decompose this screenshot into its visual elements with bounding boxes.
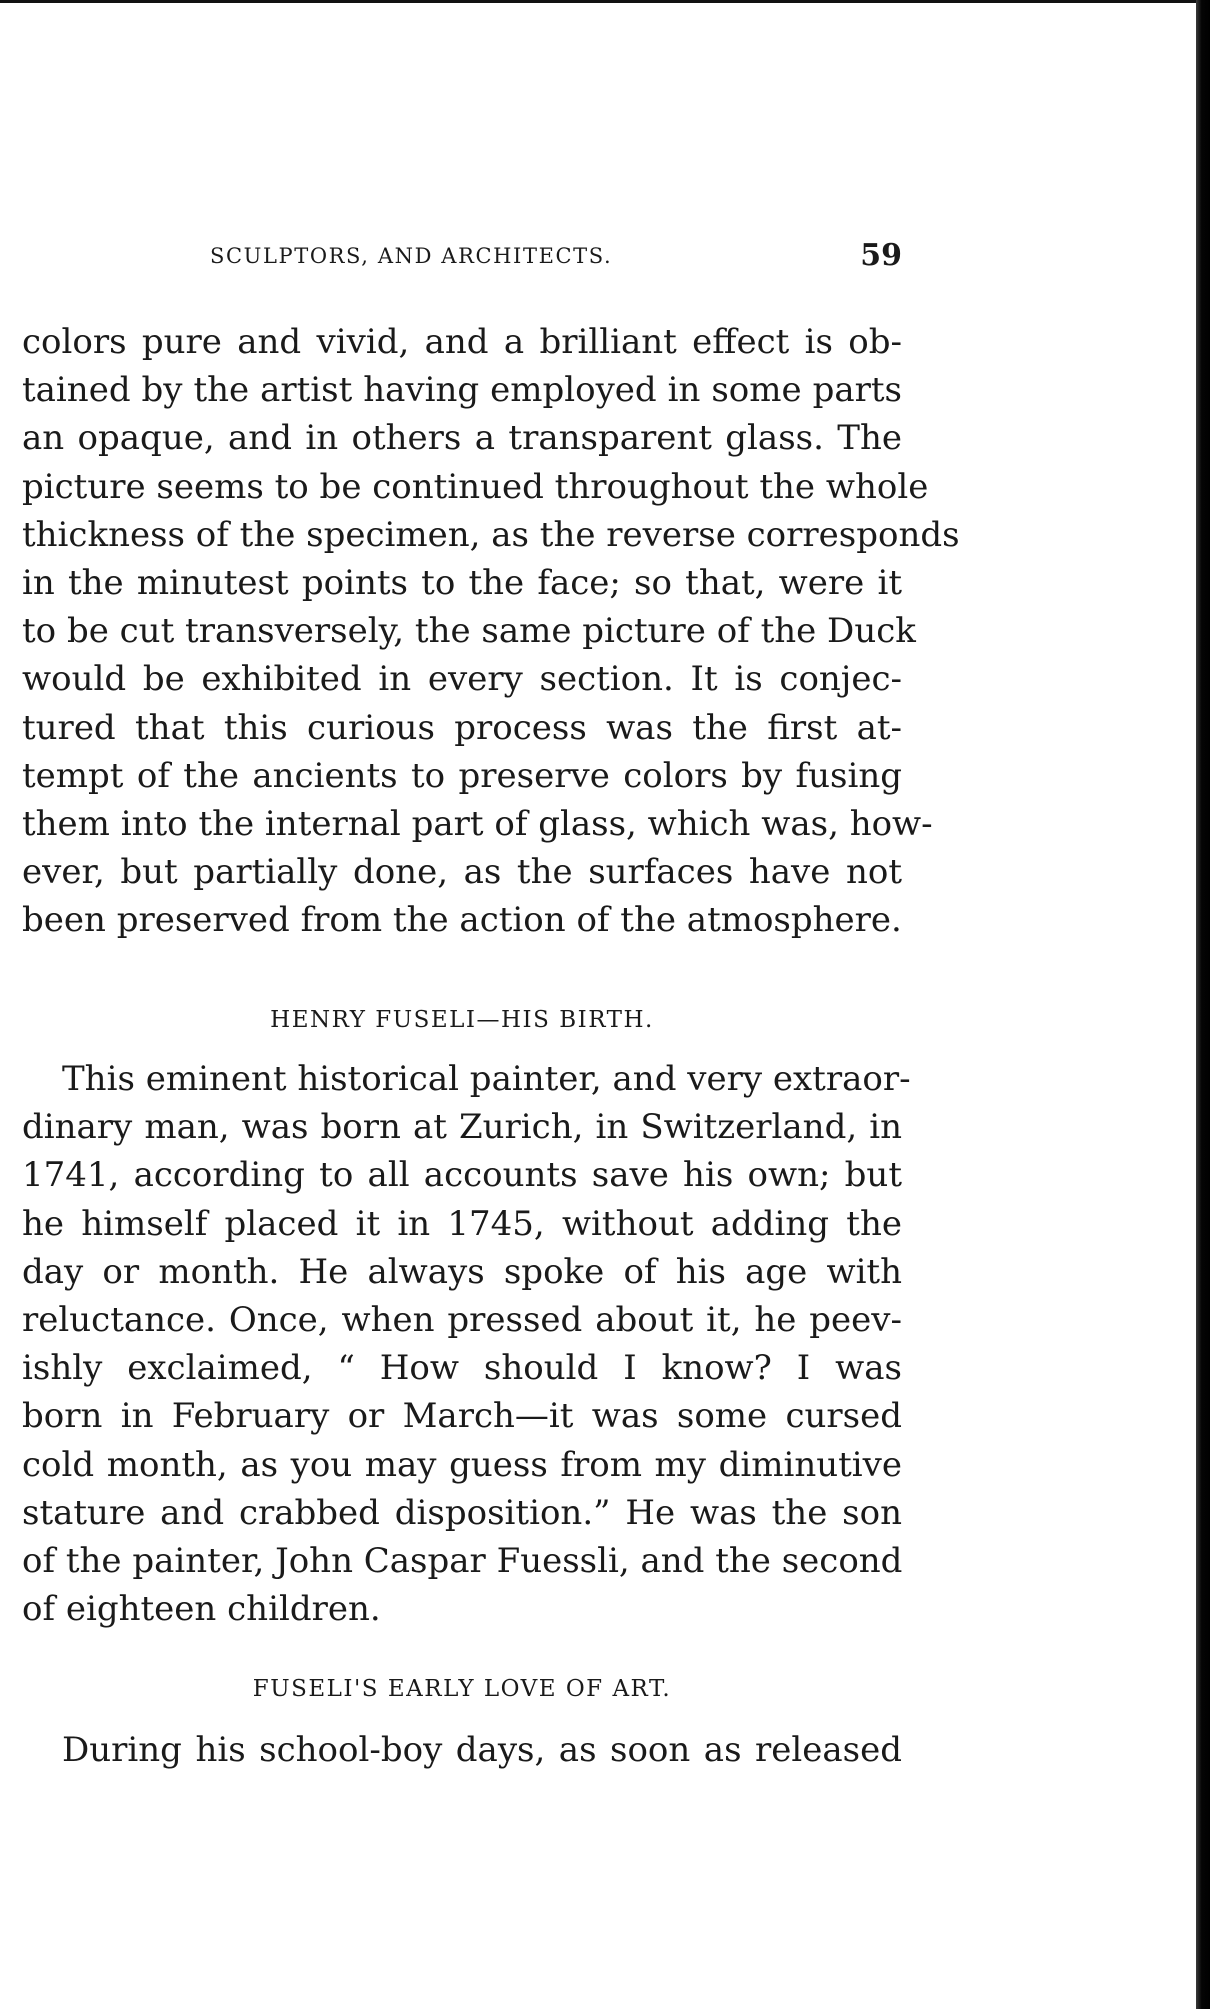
text-line: in the minutest points to the face; so that, were it <box>22 562 902 603</box>
section-heading-fuseli-early-love-of-art: FUSELI'S EARLY LOVE OF ART. <box>252 1676 672 1702</box>
paragraph-fuseli-birth <box>22 1055 911 1633</box>
text-line: tained by the artist having employed in some parts <box>22 370 902 411</box>
text-line: would be exhibited in every section. It is conjec- <box>22 659 902 700</box>
text-line: tempt of the ancients to preserve colors by fusing <box>22 755 902 796</box>
text-line: 1741, according to all accounts save his own; but <box>22 1155 902 1196</box>
text-line: he himself placed it in 1745, without adding the <box>22 1203 902 1244</box>
text-line: day or month. He always spoke of his age with <box>22 1251 902 1292</box>
text-line: colors pure and vivid, and a brilliant effect is ob- <box>22 322 902 362</box>
text-line: reluctance. Once, when pressed about it, he peev- <box>22 1299 902 1340</box>
paragraph-fuseli-school-days <box>22 1726 902 1774</box>
text-line: been preserved from the action of the atmosphere. <box>22 900 902 941</box>
text-line: stature and crabbed disposition.” He was the son <box>22 1492 902 1533</box>
page-top-edge <box>0 0 1210 3</box>
text-line: tured that this curious process was the first at- <box>22 707 902 748</box>
running-head-title: SCULPTORS, AND ARCHITECTS. <box>210 244 613 268</box>
text-line: born in February or March—it was some cursed <box>22 1396 902 1437</box>
section-heading-henry-fuseli-birth: HENRY FUSELI—HIS BIRTH. <box>270 1007 654 1033</box>
text-line: cold month, as you may guess from my diminutive <box>22 1444 902 1485</box>
text-line: of the painter, John Caspar Fuessli, and the second <box>22 1540 903 1581</box>
text-line: of eighteen children. <box>22 1589 381 1630</box>
page-binding-edge <box>1196 0 1210 2009</box>
text-line: an opaque, and in others a transparent glass. The <box>22 418 902 459</box>
text-line: thickness of the specimen, as the reverse corresponds <box>22 514 960 555</box>
text-line: ishly exclaimed, “ How should I know? I was <box>22 1348 902 1389</box>
running-head <box>22 238 902 278</box>
paragraph-glass-picture <box>22 318 960 944</box>
text-line: dinary man, was born at Zurich, in Switzerland, in <box>22 1107 902 1148</box>
text-line: picture seems to be continued throughout the whole <box>22 466 929 507</box>
text-line: to be cut transversely, the same picture of the Duck <box>22 611 916 652</box>
text-line: them into the internal part of glass, which was, how- <box>22 803 933 844</box>
page-number: 59 <box>860 238 902 273</box>
text-line: ever, but partially done, as the surfaces have not <box>22 852 902 893</box>
text-line: During his school-boy days, as soon as released <box>62 1730 902 1770</box>
text-line: This eminent historical painter, and very extraor- <box>62 1059 911 1099</box>
